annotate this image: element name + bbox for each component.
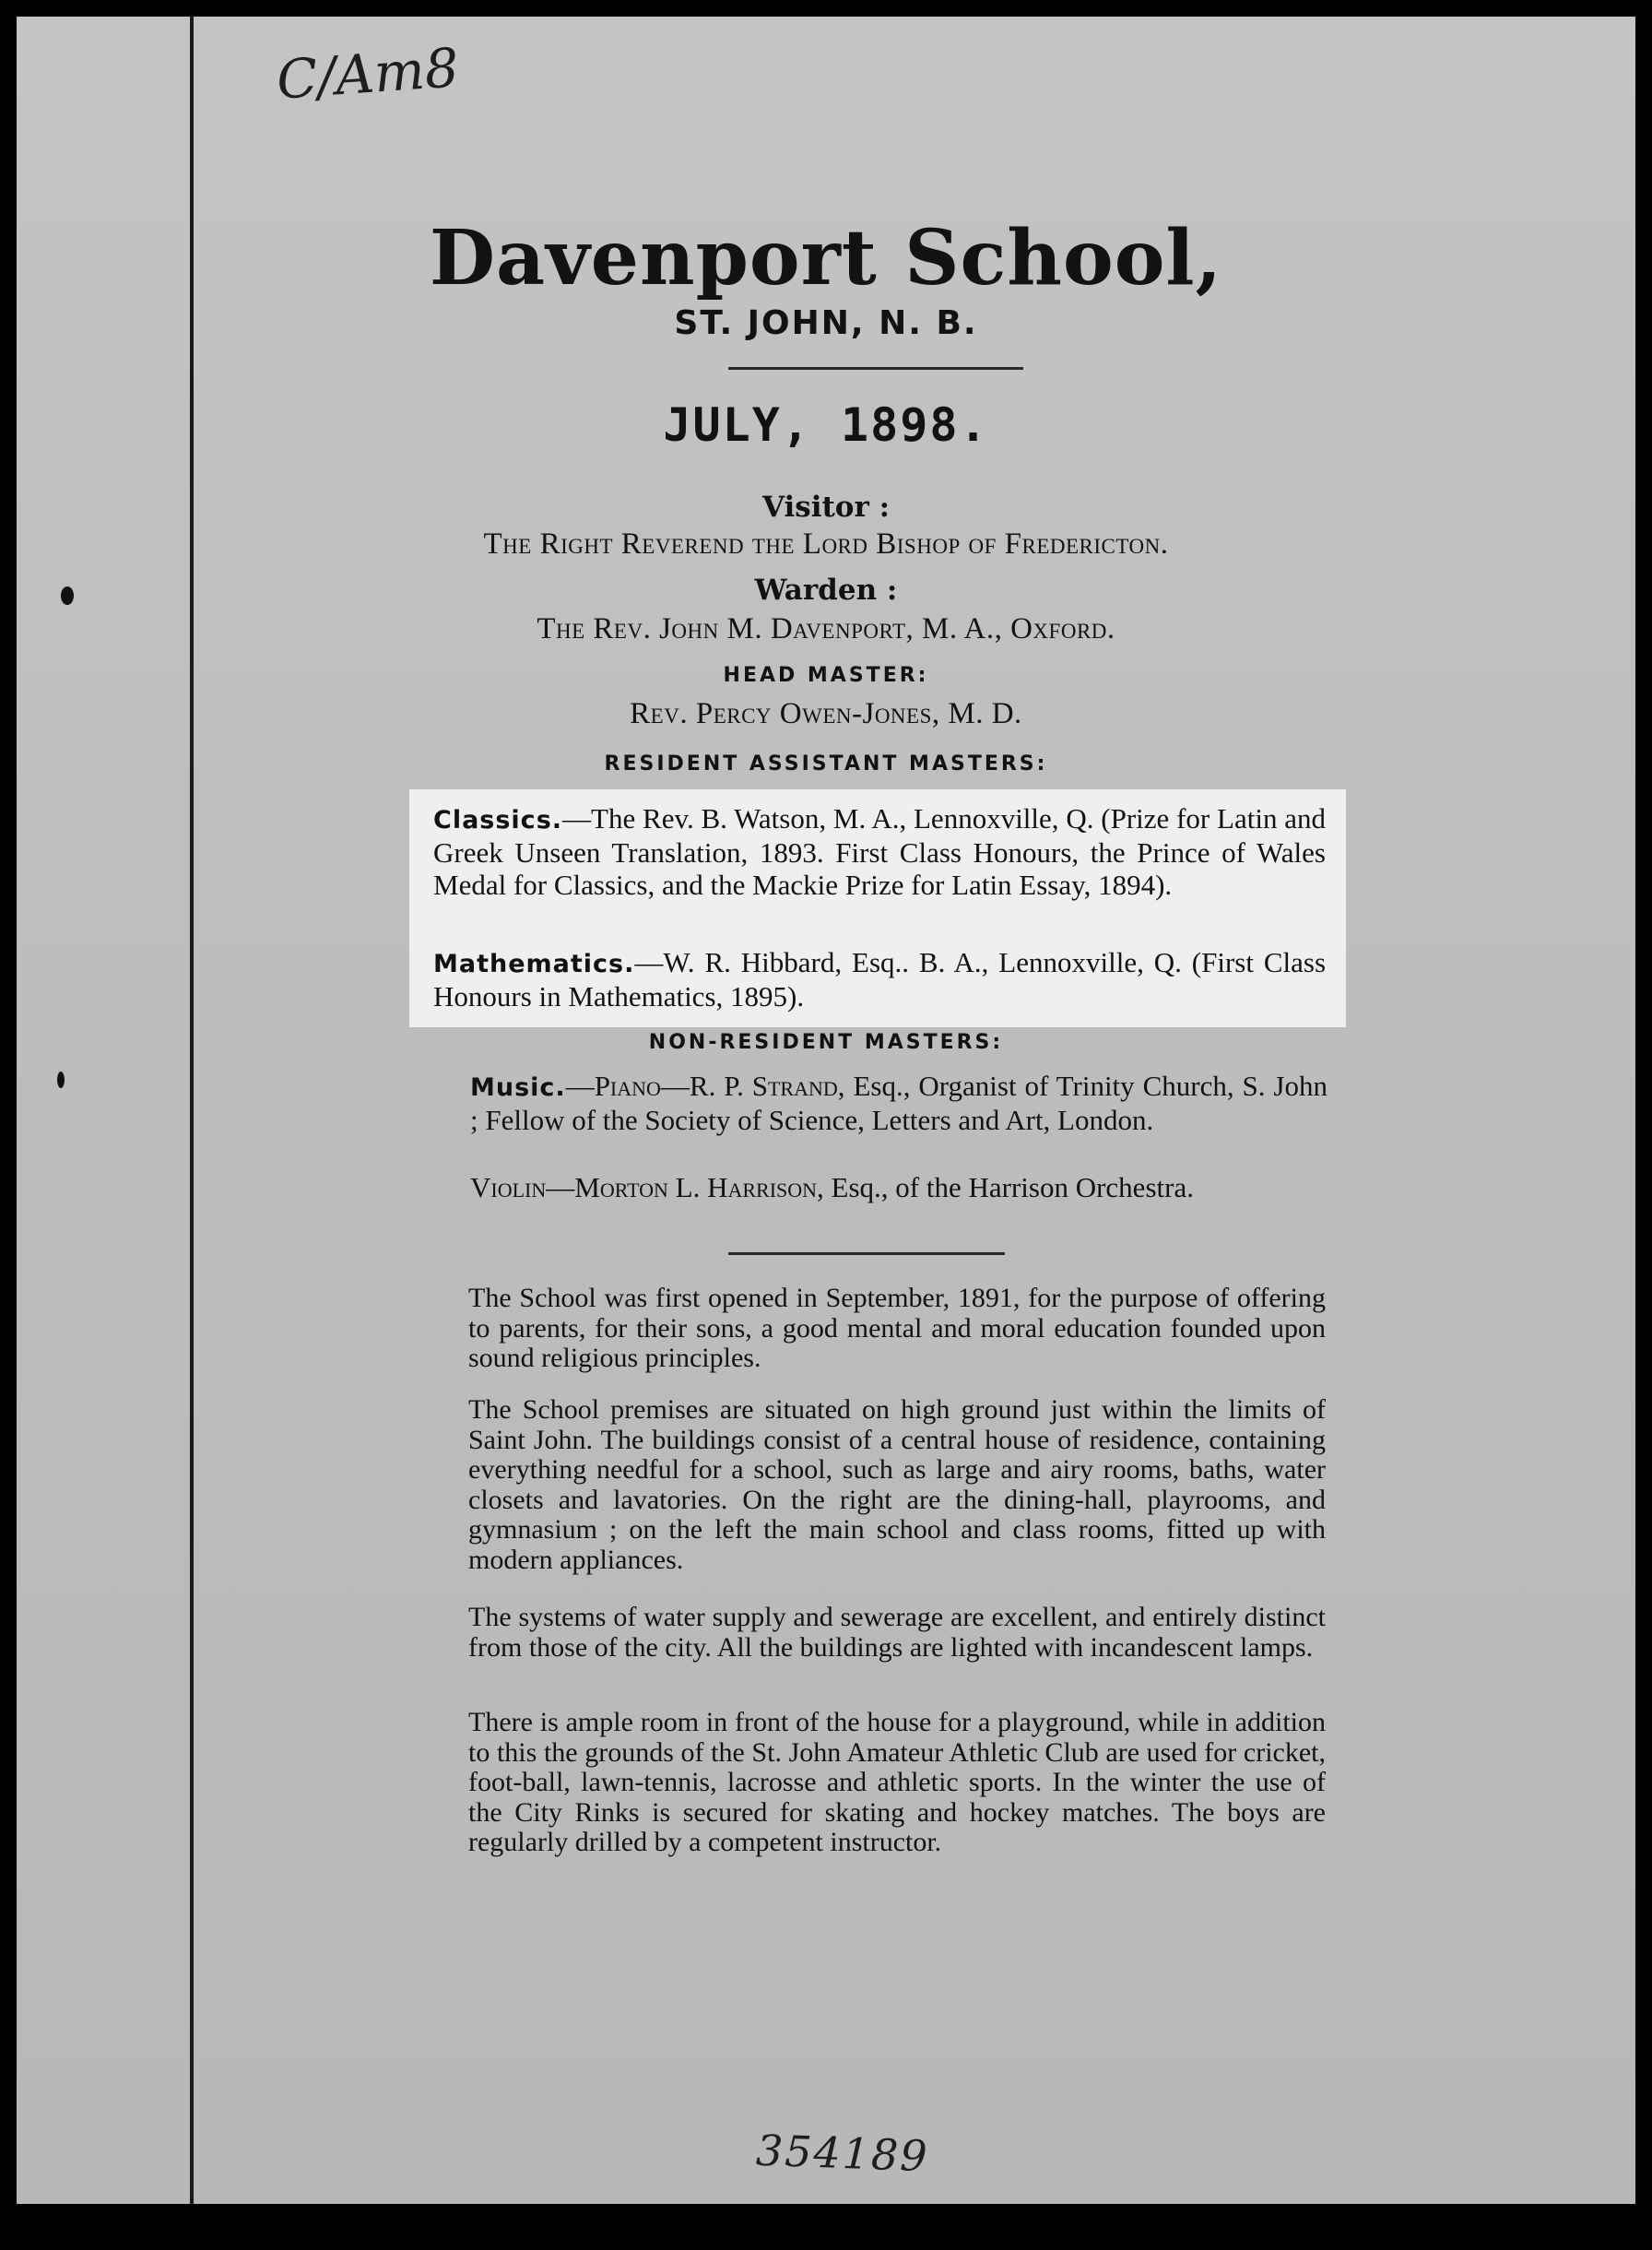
document-title: Davenport School, (429, 214, 1223, 302)
non-resident-masters-label: NON-RESIDENT MASTERS: (648, 1031, 1004, 1054)
mathematics-name: W. R. Hibbard, (663, 946, 843, 978)
music-entry: Music.—Piano—R. P. Strand, Esq., Organist of Trinity Church, S. John ; Fellow of the Society of Science, Letters and Art, London. (470, 1070, 1328, 1136)
violin-label: Violin (470, 1171, 547, 1203)
piano-master-name: R. P. Strand, (689, 1070, 845, 1102)
divider-rule (728, 367, 1023, 370)
piano-details: Esq., Organist of Trinity Church, S. John ; Fellow of the Society of Science, Letters and Art, London. (470, 1070, 1328, 1136)
paragraph-text: The systems of water supply and sewerage are excellent, and entirely distinct from those of the city. All the buildings are lighted with incandescent lamps. (468, 1602, 1326, 1663)
classics-label: Classics. (433, 806, 563, 835)
violin-details: Esq., of the Harrison Orchestra. (831, 1171, 1194, 1203)
visitor-name: The Right Reverend the Lord Bishop of Fredericton. (483, 527, 1169, 561)
visitor-label: Visitor : (761, 491, 891, 524)
paragraph-text: The School was first opened in September, 1891, for the purpose of offering to parents, for their sons, a good mental and moral education founded upon sound religious principles. (468, 1283, 1326, 1373)
scan-border (0, 2204, 1652, 2250)
violin-entry: Violin—Morton L. Harrison, Esq., of the Harrison Orchestra. (470, 1171, 1194, 1203)
head-master-label: HEAD MASTER: (723, 664, 929, 687)
classics-details: M. A., Lennoxville, Q. (Prize for Latin and Greek Unseen Translation, 1893. First Class Honours, the Prince of Wales Medal for Classics, and the Mackie Prize for Latin Essay, 1894). (433, 802, 1326, 901)
ink-speck (57, 1072, 65, 1088)
document-location: ST. JOHN, N. B. (674, 304, 978, 342)
music-label: Music. (470, 1073, 566, 1102)
head-master-name: Rev. Percy Owen-Jones, M. D. (630, 697, 1022, 730)
page-fold-line (190, 17, 194, 2204)
classics-name: The Rev. B. Watson, (591, 802, 827, 835)
handwritten-note: C/Am8 (274, 36, 461, 112)
paragraph-grounds (468, 1708, 1326, 1858)
paragraph-utilities (468, 1603, 1326, 1663)
paragraph-premises (468, 1395, 1326, 1575)
document-date: JULY, 1898. (663, 398, 989, 452)
classics-entry: Classics.—The Rev. B. Watson, M. A., Lennoxville, Q. (Prize for Latin and Greek Unseen Translation, 1893. First Class Honours, the Prince of Wales Medal for Classics, and the Mackie Prize for Latin Essay, 1894). (433, 802, 1326, 901)
piano-label: Piano (594, 1070, 661, 1102)
divider-rule (728, 1252, 1005, 1255)
mathematics-entry: Mathematics.—W. R. Hibbard, Esq.. B. A., Lennoxville, Q. (First Class Honours in Mathematics, 1895). (433, 946, 1327, 1012)
handwritten-number: 354189 (755, 2125, 930, 2182)
paragraph-text: There is ample room in front of the house for a playground, while in addition to this the grounds of the St. John Amateur Athletic Club are used for cricket, foot-ball, lawn-tennis, lacrosse and athletic sports. In the winter the use of the City Rinks is secured for skating and hockey matches. The boys are regularly drilled by a competent instructor. (468, 1707, 1326, 1857)
warden-name: The Rev. John M. Davenport, M. A., Oxford. (537, 612, 1115, 645)
warden-label: Warden : (754, 574, 898, 607)
paragraph-text: The School premises are situated on high ground just within the limits of Saint John. The buildings consist of a central house of residence, containing everything needful for a school, such as large and airy rooms, baths, water closets and lavatories. On the right are the dining-hall, playrooms, and gymnasium ; on the left the main school and class rooms, fitted up with modern appliances. (468, 1394, 1326, 1575)
violin-master-name: Morton L. Harrison, (574, 1171, 824, 1203)
resident-masters-label: RESIDENT ASSISTANT MASTERS: (604, 752, 1048, 776)
mathematics-label: Mathematics. (433, 950, 635, 978)
paragraph-opening (468, 1284, 1326, 1374)
mathematics-details: Esq.. B. A., Lennoxville, Q. (First Class Honours in Mathematics, 1895). (433, 946, 1327, 1012)
